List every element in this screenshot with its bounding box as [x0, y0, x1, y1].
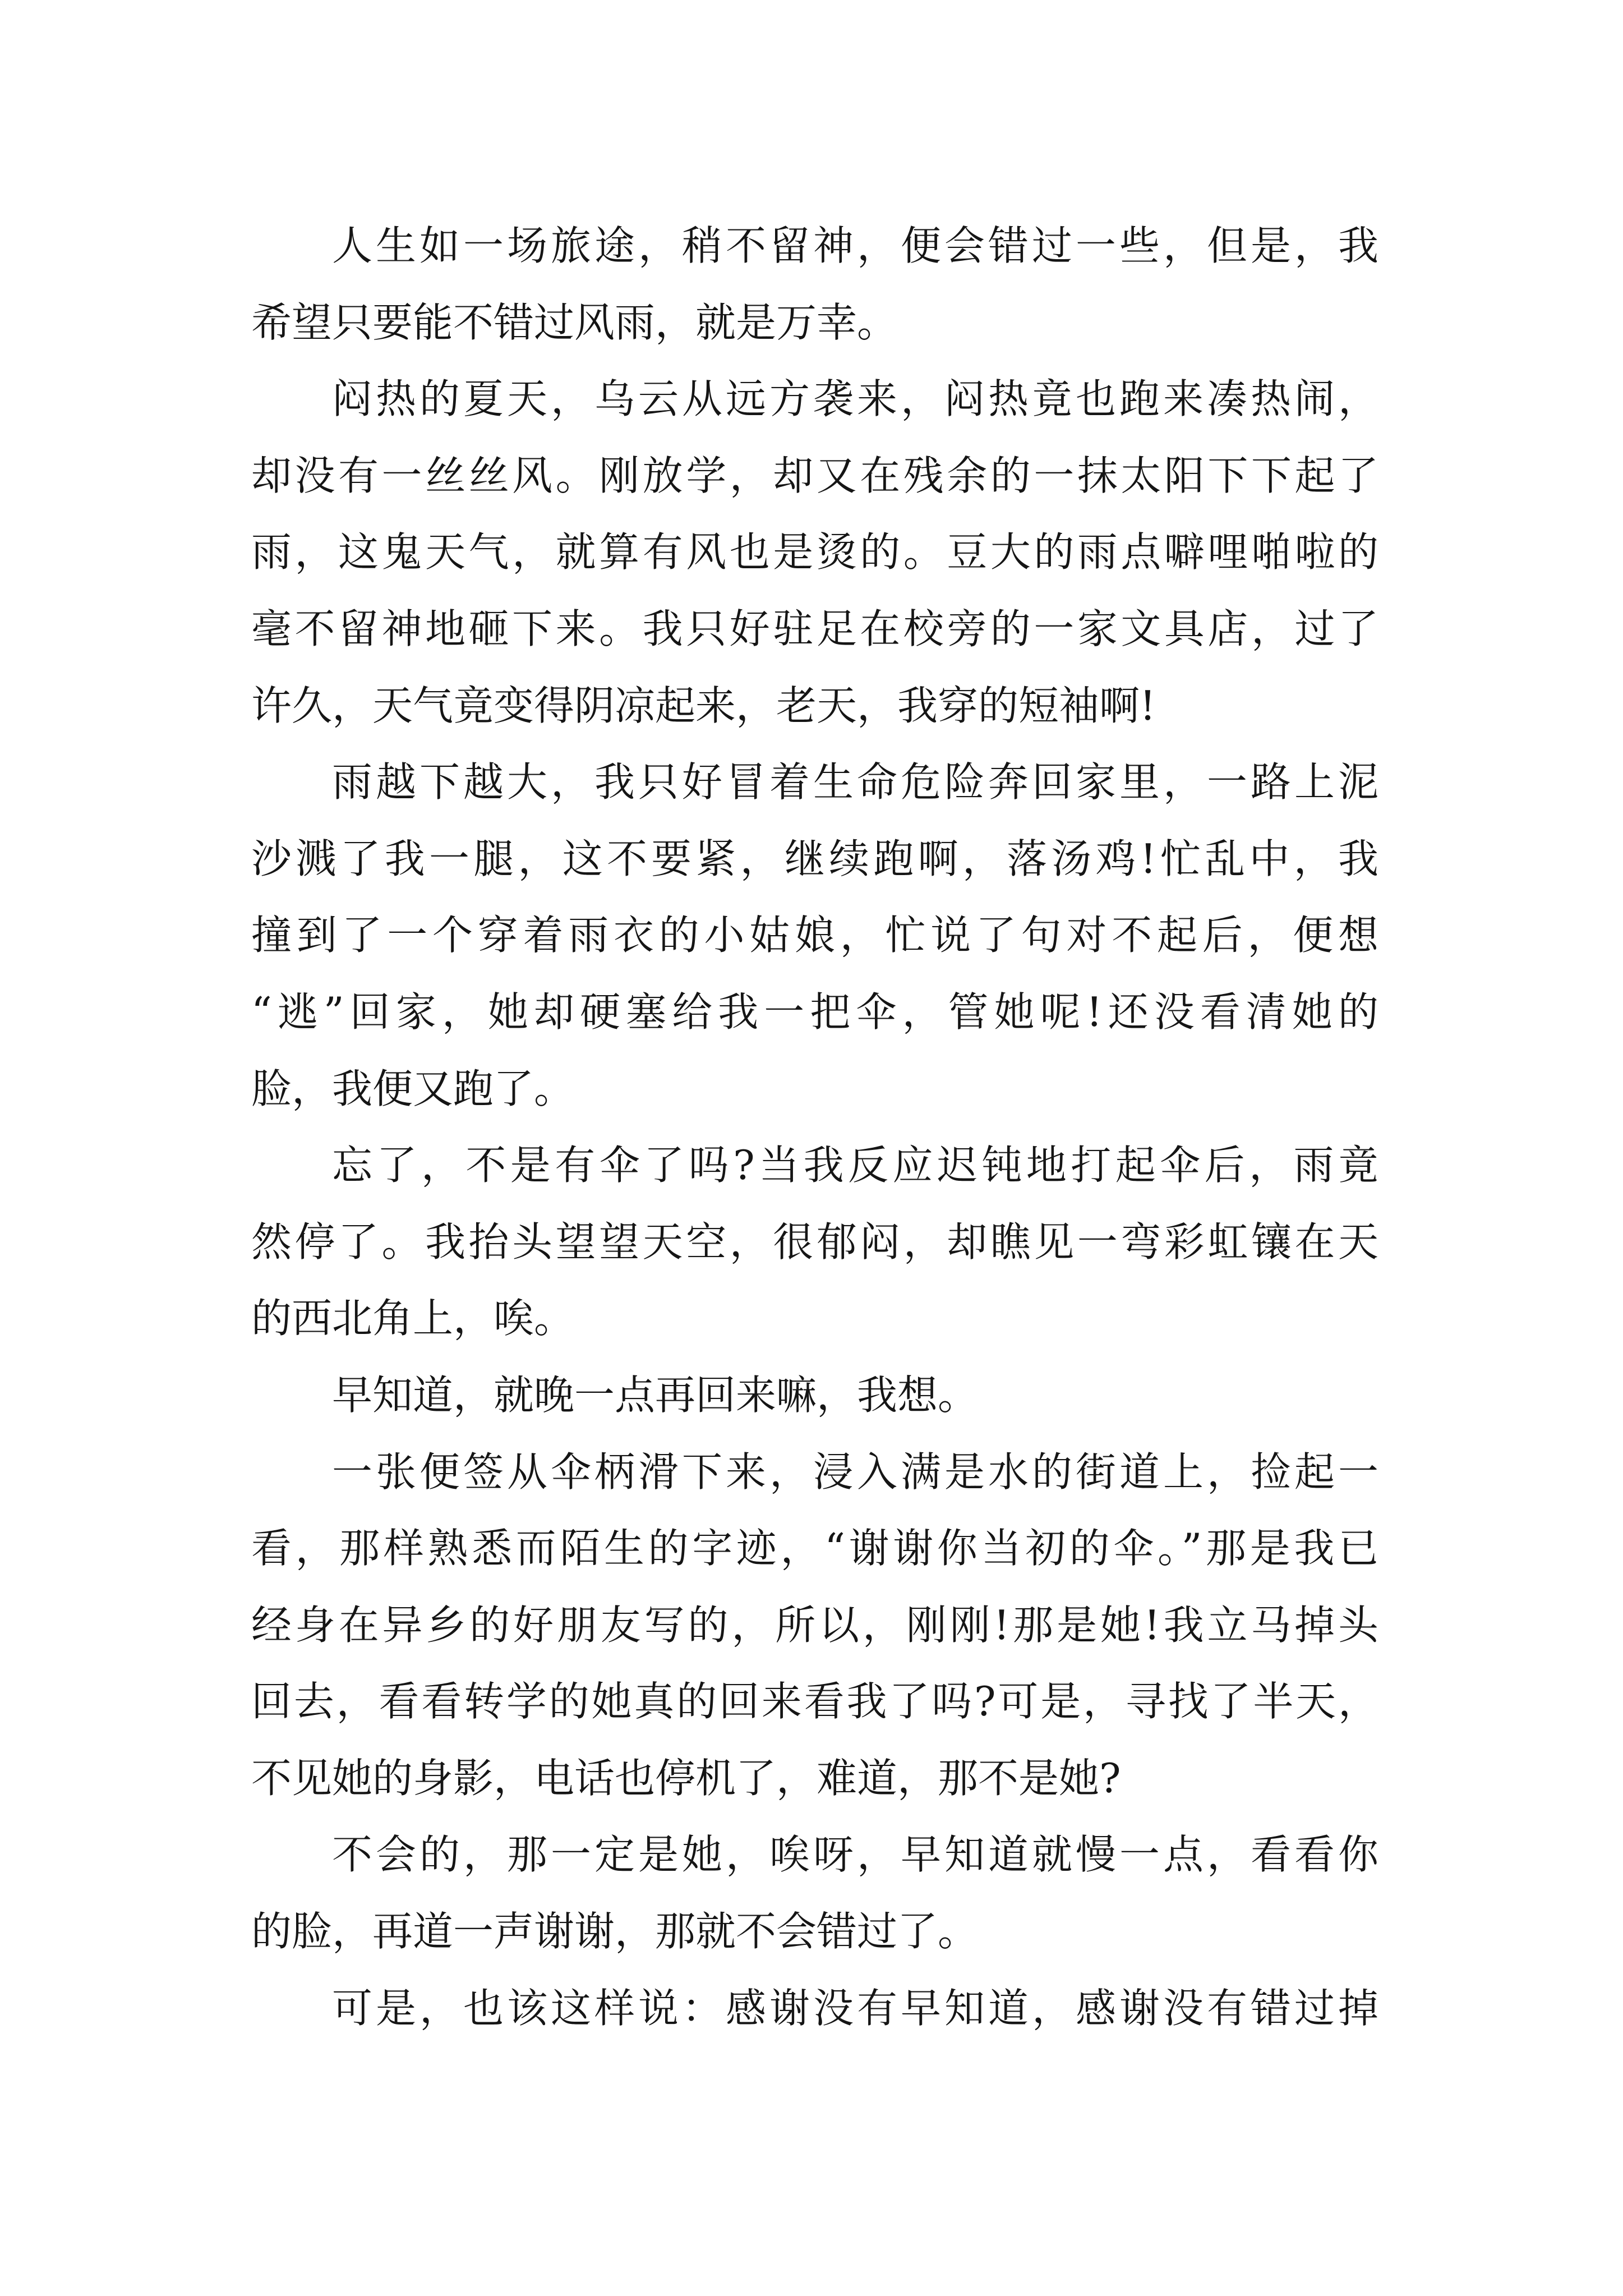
- text-line: 人生如一场旅途，稍不留神，便会错过一些，但是，我: [332, 222, 1378, 269]
- paragraph: [251, 1970, 1378, 2047]
- paragraph: [251, 1357, 1378, 1434]
- text-line: 却没有一丝丝风。刚放学，却又在残余的一抹太阳下下起了: [251, 452, 1378, 499]
- paragraph: [251, 1127, 1378, 1357]
- text-line: 然停了。我抬头望望天空，很郁闷，却瞧见一弯彩虹镶在天: [251, 1218, 1378, 1266]
- text-line: 的脸，再道一声谢谢，那就不会错过了。: [251, 1908, 979, 1955]
- text-line: 雨，这鬼天气，就算有风也是烫的。豆大的雨点噼哩啪啦的: [251, 528, 1378, 576]
- text-line: 忘了，不是有伞了吗?当我反应迟钝地打起伞后，雨竟: [332, 1142, 1378, 1189]
- text-line: 看，那样熟悉而陌生的字迹，“谢谢你当初的伞。”那是我已: [251, 1525, 1378, 1572]
- text-line: 脸，我便又跑了。: [251, 1065, 575, 1112]
- text-line: 可是，也该这样说：感谢没有早知道，感谢没有错过掉: [332, 1984, 1378, 2032]
- text-line: 毫不留神地砸下来。我只好驻足在校旁的一家文具店，过了: [251, 605, 1378, 652]
- paragraph: [251, 1816, 1378, 1970]
- text-line: “逃”回家，她却硬塞给我一把伞，管她呢!还没看清她的: [251, 988, 1378, 1036]
- text-line: 早知道，就晚一点再回来嘛，我想。: [332, 1371, 979, 1419]
- text-line: 不见她的身影，电话也停机了，难道，那不是她?: [251, 1754, 1121, 1802]
- text-line: 雨越下越大，我只好冒着生命危险奔回家里，一路上泥: [332, 758, 1378, 806]
- text-line: 经身在异乡的好朋友写的，所以，刚刚!那是她!我立马掉头: [251, 1601, 1378, 1649]
- text-line: 闷热的夏天，乌云从远方袭来，闷热竟也跑来凑热闹，: [332, 375, 1378, 423]
- text-line: 撞到了一个穿着雨衣的小姑娘，忙说了句对不起后，便想: [251, 912, 1378, 959]
- paragraph: [251, 1434, 1378, 1817]
- body-text: [251, 208, 1378, 2046]
- paragraph: [251, 361, 1378, 744]
- text-line: 回去，看看转学的她真的回来看我了吗?可是，寻找了半天，: [251, 1678, 1378, 1726]
- text-line: 一张便签从伞柄滑下来，浸入满是水的街道上，捡起一: [332, 1448, 1378, 1496]
- text-line: 许久，天气竟变得阴凉起来，老天，我穿的短袖啊!: [251, 682, 1156, 729]
- text-line: 的西北角上，唉。: [251, 1295, 575, 1342]
- paragraph: [251, 744, 1378, 1127]
- text-line: 不会的，那一定是她，唉呀，早知道就慢一点，看看你: [332, 1831, 1378, 1879]
- text-line: 沙溅了我一腿，这不要紧，继续跑啊，落汤鸡!忙乱中，我: [251, 835, 1378, 882]
- paragraph: [251, 208, 1378, 361]
- text-line: 希望只要能不错过风雨，就是万幸。: [251, 298, 898, 346]
